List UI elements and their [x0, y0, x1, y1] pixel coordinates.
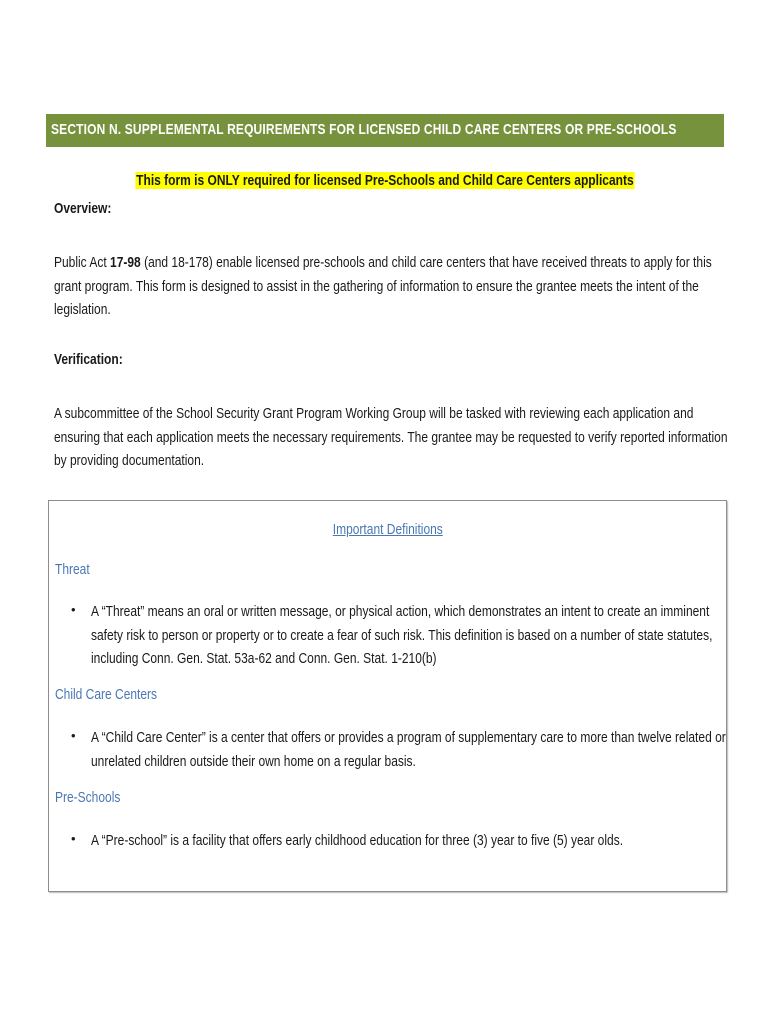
definitions-box [48, 500, 727, 892]
bullet-icon: • [71, 728, 76, 743]
overview-line-2: grant program. This form is designed to assist in the gathering of information to ensure the grantee meets the intent of the [54, 277, 699, 295]
verification-heading: Verification: [54, 351, 123, 368]
definition-text-child-care-centers [91, 726, 755, 773]
definitions-title: Important Definitions [332, 521, 443, 538]
overview-paragraph [54, 251, 718, 322]
definition-term-threat: Threat [55, 561, 90, 578]
notice-container [0, 172, 770, 190]
definition-line: safety risk to person or property or to create a fear of such risk. This definition is based on a number of state statutes, [91, 626, 713, 644]
public-act-number: 17-98 [110, 254, 141, 271]
verification-line-3: by providing documentation. [54, 452, 205, 469]
definition-line: including Conn. Gen. Stat. 53a-62 and Conn. Gen. Stat. 1-210(b) [91, 650, 437, 667]
definition-term-child-care-centers: Child Care Centers [55, 686, 158, 703]
definition-term-pre-schools: Pre-Schools [55, 789, 121, 806]
definitions-title-container [49, 521, 726, 539]
definition-text-threat [91, 600, 755, 671]
definition-line: A “Pre-school” is a facility that offers early childhood education for three (3) year to five (5) year olds. [91, 832, 624, 849]
bullet-icon: • [71, 831, 76, 846]
overview-line-1-suffix: (and 18-178) enable licensed pre-schools and child care centers that have received threats to apply for this [140, 254, 712, 271]
overview-line-3: legislation. [54, 301, 111, 318]
definition-line: A “Child Care Center” is a center that offers or provides a program of supplementary care to more than twelve related or [91, 729, 726, 746]
definition-text-pre-schools [91, 829, 755, 853]
overview-line-1-prefix: Public Act [54, 254, 111, 271]
definition-line: A “Threat” means an oral or written message, or physical action, which demonstrates an intent to create an imminent [91, 603, 710, 620]
section-header-banner [46, 114, 724, 147]
applicant-notice: This form is ONLY required for licensed Pre-Schools and Child Care Centers applicants [136, 172, 634, 189]
overview-line-1 [54, 251, 718, 275]
verification-paragraph [54, 402, 728, 473]
overview-heading: Overview: [54, 200, 112, 217]
definition-line: unrelated children outside their own home on a regular basis. [91, 752, 416, 770]
verification-line-2: ensuring that each application meets the necessary requirements. The grantee may be requested to verify reported information [54, 428, 728, 446]
section-header-title: SECTION N. SUPPLEMENTAL REQUIREMENTS FOR LICENSED CHILD CARE CENTERS OR PRE-SCHOOLS [51, 121, 677, 138]
verification-line-1: A subcommittee of the School Security Grant Program Working Group will be tasked with reviewing each application and [54, 405, 694, 422]
bullet-icon: • [71, 602, 76, 617]
